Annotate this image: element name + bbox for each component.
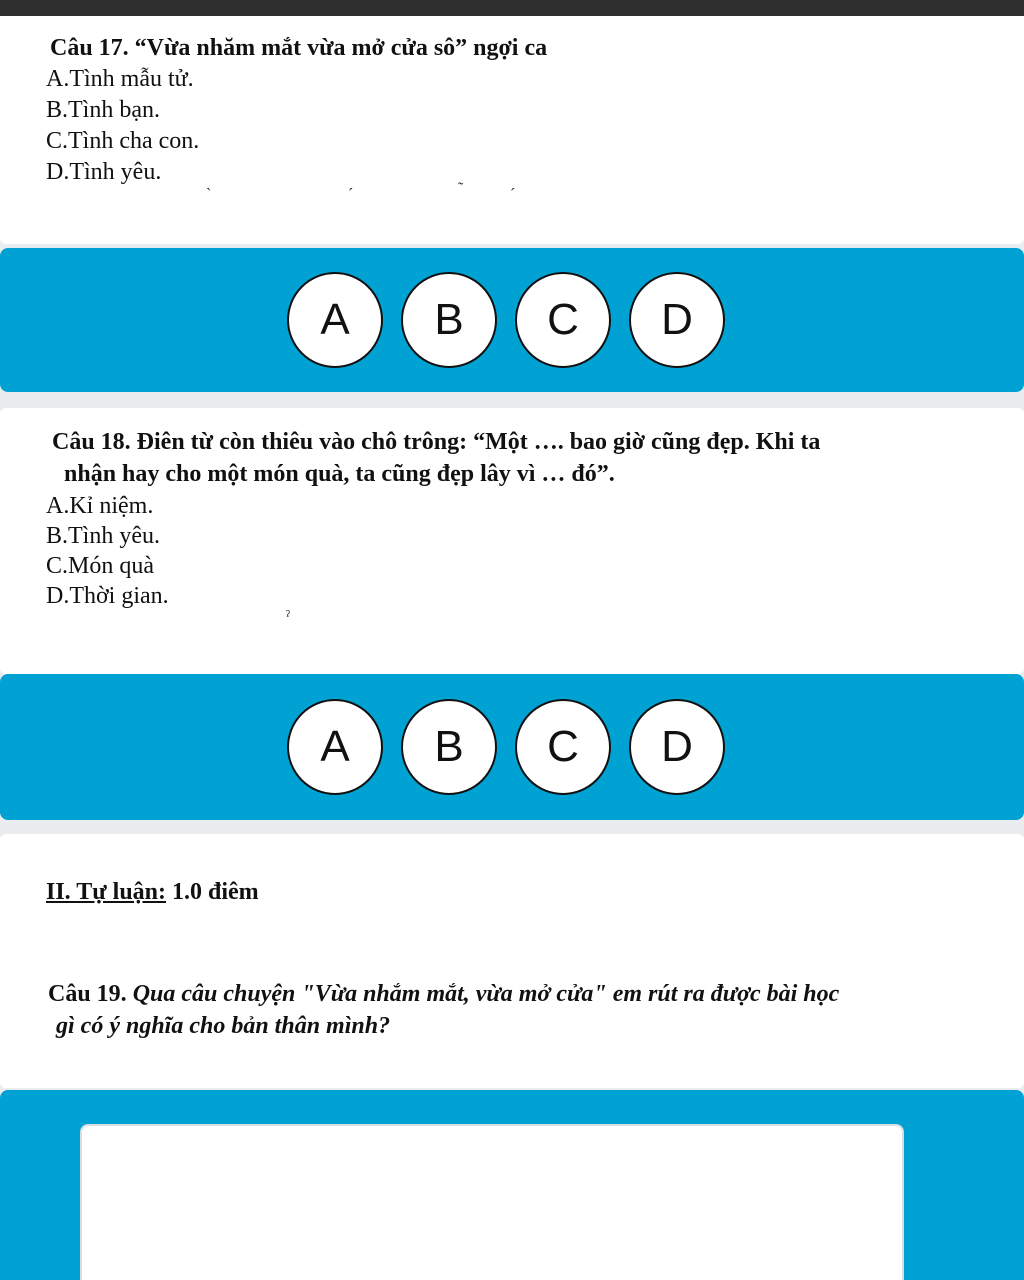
- question-18-title-line2: nhận hay cho một món quà, ta cũng đẹp lây vì … đó”.: [64, 461, 615, 487]
- q17-option-a: A.Tình mẫu tử.: [46, 66, 194, 92]
- answer-choice-d[interactable]: D: [629, 699, 725, 795]
- answer-choice-a[interactable]: A: [287, 272, 383, 368]
- question-19-card: [0, 834, 1024, 1088]
- q17-option-c: C.Tình cha con.: [46, 128, 200, 154]
- question-17-card: [0, 16, 1024, 244]
- q18-option-d: D.Thời gian.: [46, 583, 169, 609]
- q17-option-d: D.Tình yêu.: [46, 159, 162, 185]
- essay-heading-label: II. Tự luận:: [46, 879, 167, 905]
- question-19-label: Câu 19.: [48, 981, 127, 1007]
- scan-mark: ˋ: [206, 186, 212, 203]
- question-17-title: Câu 17. “Vừa nhăm mắt vừa mở cửa sô” ngợi ca: [50, 35, 548, 61]
- scan-mark: ˜: [458, 180, 464, 197]
- answer-choice-b[interactable]: B: [401, 699, 497, 795]
- answer-bar-q19: [0, 1090, 1024, 1280]
- scan-mark: ˊ: [510, 186, 516, 203]
- essay-heading-points: 1.0 điêm: [172, 879, 259, 905]
- top-status-bar: [0, 0, 1024, 16]
- essay-heading: [46, 876, 259, 908]
- q18-option-b: B.Tình yêu.: [46, 523, 160, 549]
- question-18-card: [0, 408, 1024, 674]
- question-19-text: Qua câu chuyện "Vừa nhắm mắt, vừa mở cửa" em rút ra được bài học: [132, 981, 840, 1007]
- question-19-title-line2: gì có ý nghĩa cho bản thân mình?: [56, 1013, 391, 1039]
- answer-choice-c[interactable]: C: [515, 699, 611, 795]
- answer-choice-a[interactable]: A: [287, 699, 383, 795]
- question-18-title: Câu 18. Điên từ còn thiêu vào chô trông: “Một …. bao giờ cũng đẹp. Khi ta: [52, 429, 821, 455]
- scan-mark: ˊ: [348, 186, 354, 203]
- q18-option-c: C.Món quà: [46, 553, 154, 579]
- scan-mark: ˀ: [286, 608, 290, 625]
- q17-option-b: B.Tình bạn.: [46, 97, 160, 123]
- answer-choice-c[interactable]: C: [515, 272, 611, 368]
- answer-choice-d[interactable]: D: [629, 272, 725, 368]
- question-19-title: [48, 978, 839, 1010]
- answer-choice-b[interactable]: B: [401, 272, 497, 368]
- q18-option-a: A.Kỉ niệm.: [46, 493, 154, 519]
- answer-bar-q17: [0, 248, 1024, 392]
- essay-answer-input[interactable]: [80, 1124, 904, 1280]
- answer-bar-q18: [0, 674, 1024, 820]
